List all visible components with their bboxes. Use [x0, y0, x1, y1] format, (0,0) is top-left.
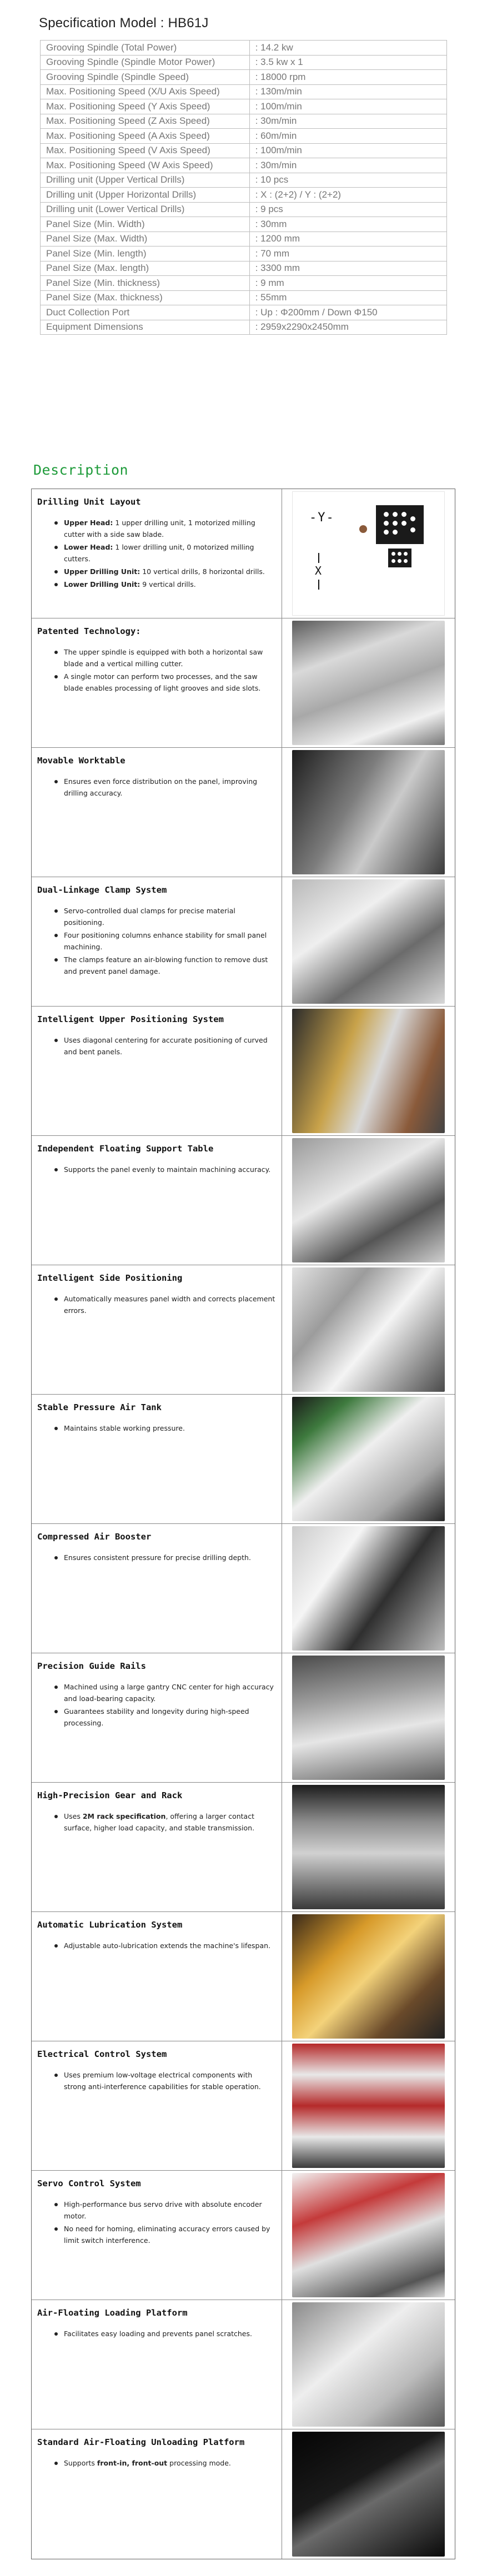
feature-text-cell	[32, 1524, 282, 1653]
bullet-bold-label: Lower Drilling Unit:	[64, 580, 140, 588]
feature-bullet	[64, 2223, 276, 2246]
spec-row	[41, 305, 447, 320]
bullet-text: High-performance bus servo drive with absolute encoder motor.	[64, 2200, 262, 2220]
feature-text-cell	[32, 2171, 282, 2300]
feature-bullet-list	[37, 1034, 276, 1058]
feature-title: Air-Floating Loading Platform	[37, 2308, 188, 2318]
feature-text-cell	[32, 2429, 282, 2559]
spec-key: Panel Size (Max. length)	[41, 261, 250, 276]
spec-key: Max. Positioning Speed (Y Axis Speed)	[41, 99, 250, 114]
drill-hole-icon	[404, 559, 408, 563]
spec-value: : Up : Φ200mm / Down Φ150	[249, 305, 446, 320]
feature-bullet-list	[37, 517, 276, 590]
feature-bullet-list	[37, 1681, 276, 1729]
worktable-photo-icon	[292, 750, 445, 874]
spec-value: : X : (2+2) / Y : (2+2)	[249, 188, 446, 203]
feature-bullet	[64, 1810, 276, 1834]
feature-title: Precision Guide Rails	[37, 1661, 146, 1671]
feature-title: Dual-Linkage Clamp System	[37, 885, 167, 895]
feature-title: Patented Technology:	[37, 626, 141, 636]
spec-title: Specification Model : HB61J	[39, 16, 209, 31]
feature-bullet	[64, 1940, 276, 1951]
diagram-y-label: -Y-	[309, 511, 335, 525]
spindle-dot-icon	[359, 525, 367, 533]
spec-value: : 100m/min	[249, 143, 446, 158]
feature-bullet-list	[37, 776, 276, 799]
bullet-text: Ensures consistent pressure for precise drilling depth.	[64, 1553, 251, 1562]
bullet-text: 10 vertical drills, 8 horizontal drills.	[140, 567, 265, 576]
feature-bullet	[64, 1164, 276, 1175]
feature-row	[32, 489, 455, 618]
spec-key: Panel Size (Min. Width)	[41, 217, 250, 232]
bullet-bold-text: 2M rack specification	[82, 1812, 166, 1820]
feature-row	[32, 1524, 455, 1653]
feature-bullet	[64, 1552, 276, 1563]
drill-hole-icon	[393, 512, 398, 517]
bullet-text: Machined using a large gantry CNC center for high accuracy and load-bearing capacity.	[64, 1683, 274, 1703]
feature-title: Servo Control System	[37, 2178, 141, 2188]
bullet-text: , offering a larger contact surface, higher load capacity, and stable transmission.	[64, 1812, 255, 1832]
feature-title: Independent Floating Support Table	[37, 1144, 214, 1154]
layout-diagram-icon	[292, 491, 445, 616]
lower-drill-block-icon	[388, 549, 411, 567]
bullet-text: Servo-controlled dual clamps for precise material positioning.	[64, 907, 235, 927]
feature-image-cell	[282, 1653, 455, 1782]
feature-image-cell	[282, 618, 455, 747]
drill-hole-icon	[410, 516, 415, 521]
feature-title: Standard Air-Floating Unloading Platform	[37, 2437, 245, 2447]
drill-hole-icon	[401, 512, 406, 517]
drill-hole-icon	[410, 527, 415, 532]
spec-value: : 9 mm	[249, 276, 446, 291]
unloading-platform-photo-icon	[292, 2432, 445, 2557]
bullet-text: processing mode.	[167, 2459, 231, 2467]
side-positioning-photo-icon	[292, 1267, 445, 1392]
loading-platform-photo-icon	[292, 2302, 445, 2427]
spindle-photo-icon	[292, 621, 445, 745]
feature-text-cell	[32, 1653, 282, 1782]
spec-row	[41, 276, 447, 291]
spec-key: Panel Size (Max. Width)	[41, 232, 250, 246]
electrical-photo-icon	[292, 2044, 445, 2168]
spec-key: Duct Collection Port	[41, 305, 250, 320]
feature-title: High-Precision Gear and Rack	[37, 1790, 183, 1800]
drill-hole-icon	[391, 552, 395, 556]
feature-title: Intelligent Upper Positioning System	[37, 1014, 224, 1024]
spec-value: : 14.2 kw	[249, 41, 446, 56]
spec-row	[41, 143, 447, 158]
feature-row	[32, 748, 455, 877]
spec-row	[41, 217, 447, 232]
spec-value: : 100m/min	[249, 99, 446, 114]
feature-title: Compressed Air Booster	[37, 1532, 152, 1542]
feature-text-cell	[32, 618, 282, 747]
feature-bullet	[64, 671, 276, 694]
feature-row	[32, 1783, 455, 1912]
feature-bullet	[64, 517, 276, 540]
bullet-text: Guarantees stability and longevity during high-speed processing.	[64, 1707, 249, 1727]
feature-title: Electrical Control System	[37, 2049, 167, 2059]
drill-hole-icon	[384, 512, 389, 517]
drill-hole-icon	[391, 559, 395, 563]
spec-row	[41, 320, 447, 335]
feature-text-cell	[32, 1912, 282, 2041]
feature-bullet	[64, 1705, 276, 1729]
spec-key: Drilling unit (Upper Vertical Drills)	[41, 173, 250, 188]
feature-bullet	[64, 2328, 276, 2339]
spec-key: Grooving Spindle (Spindle Speed)	[41, 70, 250, 85]
feature-title: Movable Worktable	[37, 756, 125, 766]
spec-value: : 3.5 kw x 1	[249, 55, 446, 70]
feature-image-cell	[282, 2171, 455, 2300]
feature-image-cell	[282, 2429, 455, 2559]
spec-row	[41, 290, 447, 305]
feature-row	[32, 1007, 455, 1136]
bullet-text: Maintains stable working pressure.	[64, 1424, 185, 1432]
spec-value: : 55mm	[249, 290, 446, 305]
feature-title: Drilling Unit Layout	[37, 497, 141, 507]
feature-row	[32, 1912, 455, 2041]
feature-bullet	[64, 2457, 276, 2469]
feature-text-cell	[32, 1395, 282, 1523]
bullet-text: The clamps feature an air-blowing function to remove dust and prevent panel damage.	[64, 955, 268, 975]
positioning-photo-icon	[292, 1009, 445, 1133]
spec-key: Max. Positioning Speed (Z Axis Speed)	[41, 114, 250, 129]
feature-bullet-list	[37, 2069, 276, 2092]
spec-value: : 60m/min	[249, 129, 446, 144]
feature-text-cell	[32, 1783, 282, 1911]
spec-key: Max. Positioning Speed (W Axis Speed)	[41, 158, 250, 173]
feature-bullet	[64, 578, 276, 590]
feature-bullet	[64, 1681, 276, 1704]
feature-bullet	[64, 1293, 276, 1316]
bullet-text: Uses diagonal centering for accurate positioning of curved and bent panels.	[64, 1036, 268, 1056]
feature-text-cell	[32, 489, 282, 618]
spec-row	[41, 188, 447, 203]
feature-title: Automatic Lubrication System	[37, 1920, 183, 1930]
feature-text-cell	[32, 1007, 282, 1135]
feature-image-cell	[282, 1265, 455, 1394]
feature-row	[32, 1265, 455, 1395]
bullet-text: Four positioning columns enhance stability for small panel machining.	[64, 931, 267, 951]
spec-row	[41, 114, 447, 129]
spec-row	[41, 129, 447, 144]
feature-row	[32, 618, 455, 748]
guide-rails-photo-icon	[292, 1656, 445, 1780]
drill-hole-icon	[401, 521, 406, 526]
drill-hole-icon	[393, 530, 398, 535]
feature-title: Intelligent Side Positioning	[37, 1273, 183, 1283]
arrow-down-icon	[318, 580, 319, 590]
feature-bullet-list	[37, 1810, 276, 1834]
feature-row	[32, 2429, 455, 2559]
feature-text-cell	[32, 2041, 282, 2170]
bullet-text: Automatically measures panel width and corrects placement errors.	[64, 1295, 275, 1315]
spec-value: : 2959x2290x2450mm	[249, 320, 446, 335]
spec-row	[41, 202, 447, 217]
drill-hole-icon	[393, 521, 398, 526]
spec-row	[41, 158, 447, 173]
feature-image-cell	[282, 2041, 455, 2170]
diagram-x-label: X	[315, 564, 322, 577]
drill-hole-icon	[384, 530, 389, 535]
spec-key: Equipment Dimensions	[41, 320, 250, 335]
support-table-photo-icon	[292, 1138, 445, 1262]
spec-key: Max. Positioning Speed (X/U Axis Speed)	[41, 84, 250, 99]
spec-key: Max. Positioning Speed (V Axis Speed)	[41, 143, 250, 158]
bullet-bold-label: Upper Head:	[64, 519, 113, 527]
bullet-text: Supports	[64, 2459, 97, 2467]
spec-row	[41, 55, 447, 70]
feature-bullet	[64, 646, 276, 670]
spec-value: : 130m/min	[249, 84, 446, 99]
bullet-text: Supports the panel evenly to maintain machining accuracy.	[64, 1165, 271, 1174]
feature-text-cell	[32, 748, 282, 877]
spec-key: Panel Size (Min. length)	[41, 246, 250, 261]
spec-key: Grooving Spindle (Spindle Motor Power)	[41, 55, 250, 70]
spec-value: : 3300 mm	[249, 261, 446, 276]
feature-text-cell	[32, 2300, 282, 2429]
bullet-bold-text: front-in, front-out	[97, 2459, 168, 2467]
bullet-text: Ensures even force distribution on the panel, improving drilling accuracy.	[64, 777, 258, 797]
feature-bullet-list	[37, 646, 276, 694]
bullet-text: Adjustable auto-lubrication extends the machine's lifespan.	[64, 1941, 271, 1950]
spec-key: Drilling unit (Upper Horizontal Drills)	[41, 188, 250, 203]
feature-bullet-list	[37, 905, 276, 977]
feature-image-cell	[282, 489, 455, 618]
feature-image-cell	[282, 1912, 455, 2041]
feature-bullet	[64, 905, 276, 928]
gear-rack-photo-icon	[292, 1785, 445, 1909]
bullet-text: 1 lower drilling unit, 0 motorized milling cutters.	[64, 543, 254, 563]
features-grid	[31, 489, 455, 2559]
bullet-text: The upper spindle is equipped with both a horizontal saw blade and a vertical milling cutter.	[64, 648, 263, 668]
spec-value: : 9 pcs	[249, 202, 446, 217]
spec-row	[41, 173, 447, 188]
spec-row	[41, 70, 447, 85]
spec-row	[41, 99, 447, 114]
feature-bullet-list	[37, 1422, 276, 1434]
feature-bullet	[64, 2198, 276, 2222]
spec-key: Drilling unit (Lower Vertical Drills)	[41, 202, 250, 217]
bullet-text: 9 vertical drills.	[140, 580, 196, 588]
feature-text-cell	[32, 1136, 282, 1265]
feature-bullet-list	[37, 2198, 276, 2246]
feature-text-cell	[32, 1265, 282, 1394]
spec-value: : 18000 rpm	[249, 70, 446, 85]
spec-row	[41, 246, 447, 261]
drill-hole-icon	[384, 521, 389, 526]
spec-table	[40, 40, 447, 335]
bullet-text: Uses premium low-voltage electrical components with strong anti-interference capabilities for stable operation.	[64, 2071, 261, 2091]
spec-table-body	[41, 41, 447, 335]
description-title: Description	[33, 462, 129, 478]
feature-row	[32, 2171, 455, 2300]
spec-value: : 70 mm	[249, 246, 446, 261]
spec-row	[41, 84, 447, 99]
feature-image-cell	[282, 1524, 455, 1653]
feature-image-cell	[282, 2300, 455, 2429]
feature-bullet-list	[37, 2457, 276, 2469]
feature-bullet-list	[37, 1552, 276, 1563]
feature-text-cell	[32, 877, 282, 1006]
feature-bullet	[64, 1422, 276, 1434]
bullet-bold-label: Upper Drilling Unit:	[64, 567, 140, 576]
feature-image-cell	[282, 748, 455, 877]
feature-bullet	[64, 776, 276, 799]
feature-bullet	[64, 541, 276, 565]
spec-key: Panel Size (Max. thickness)	[41, 290, 250, 305]
spec-key: Panel Size (Min. thickness)	[41, 276, 250, 291]
air-tank-photo-icon	[292, 1397, 445, 1521]
clamp-photo-icon	[292, 879, 445, 1004]
spec-value: : 1200 mm	[249, 232, 446, 246]
spec-row	[41, 41, 447, 56]
spec-value: : 10 pcs	[249, 173, 446, 188]
air-booster-photo-icon	[292, 1526, 445, 1651]
spec-value: : 30m/min	[249, 114, 446, 129]
upper-drill-block-icon	[376, 505, 424, 544]
bullet-text: 1 upper drilling unit, 1 motorized milling cutter with a side saw blade.	[64, 519, 255, 539]
feature-row	[32, 1395, 455, 1524]
bullet-text: Facilitates easy loading and prevents panel scratches.	[64, 2330, 252, 2338]
feature-image-cell	[282, 1395, 455, 1523]
spec-value: : 30mm	[249, 217, 446, 232]
feature-bullet-list	[37, 1164, 276, 1175]
bullet-bold-label: Lower Head:	[64, 543, 113, 551]
spec-row	[41, 261, 447, 276]
feature-row	[32, 877, 455, 1007]
feature-bullet	[64, 2069, 276, 2092]
drill-hole-icon	[398, 559, 401, 563]
feature-bullet	[64, 954, 276, 977]
feature-image-cell	[282, 1136, 455, 1265]
servo-photo-icon	[292, 2173, 445, 2297]
feature-image-cell	[282, 1007, 455, 1135]
feature-row	[32, 1136, 455, 1265]
feature-row	[32, 1653, 455, 1783]
lubrication-photo-icon	[292, 1914, 445, 2039]
spec-key: Grooving Spindle (Total Power)	[41, 41, 250, 56]
feature-bullet	[64, 1034, 276, 1058]
spec-row	[41, 232, 447, 246]
feature-bullet	[64, 566, 276, 577]
spec-key: Max. Positioning Speed (A Axis Speed)	[41, 129, 250, 144]
drill-hole-icon	[398, 552, 401, 556]
feature-bullet	[64, 929, 276, 953]
feature-row	[32, 2300, 455, 2429]
feature-bullet-list	[37, 2328, 276, 2339]
feature-title: Stable Pressure Air Tank	[37, 1402, 162, 1412]
bullet-text: A single motor can perform two processes, and the saw blade enables processing of light grooves and side slots.	[64, 672, 261, 692]
spec-value: : 30m/min	[249, 158, 446, 173]
bullet-text: No need for homing, eliminating accuracy errors caused by limit switch interference.	[64, 2225, 270, 2245]
feature-bullet-list	[37, 1293, 276, 1316]
feature-bullet-list	[37, 1940, 276, 1951]
feature-image-cell	[282, 1783, 455, 1911]
arrow-up-icon	[318, 553, 319, 563]
feature-row	[32, 2041, 455, 2171]
drill-hole-icon	[404, 552, 408, 556]
feature-image-cell	[282, 877, 455, 1006]
bullet-text: Uses	[64, 1812, 83, 1820]
